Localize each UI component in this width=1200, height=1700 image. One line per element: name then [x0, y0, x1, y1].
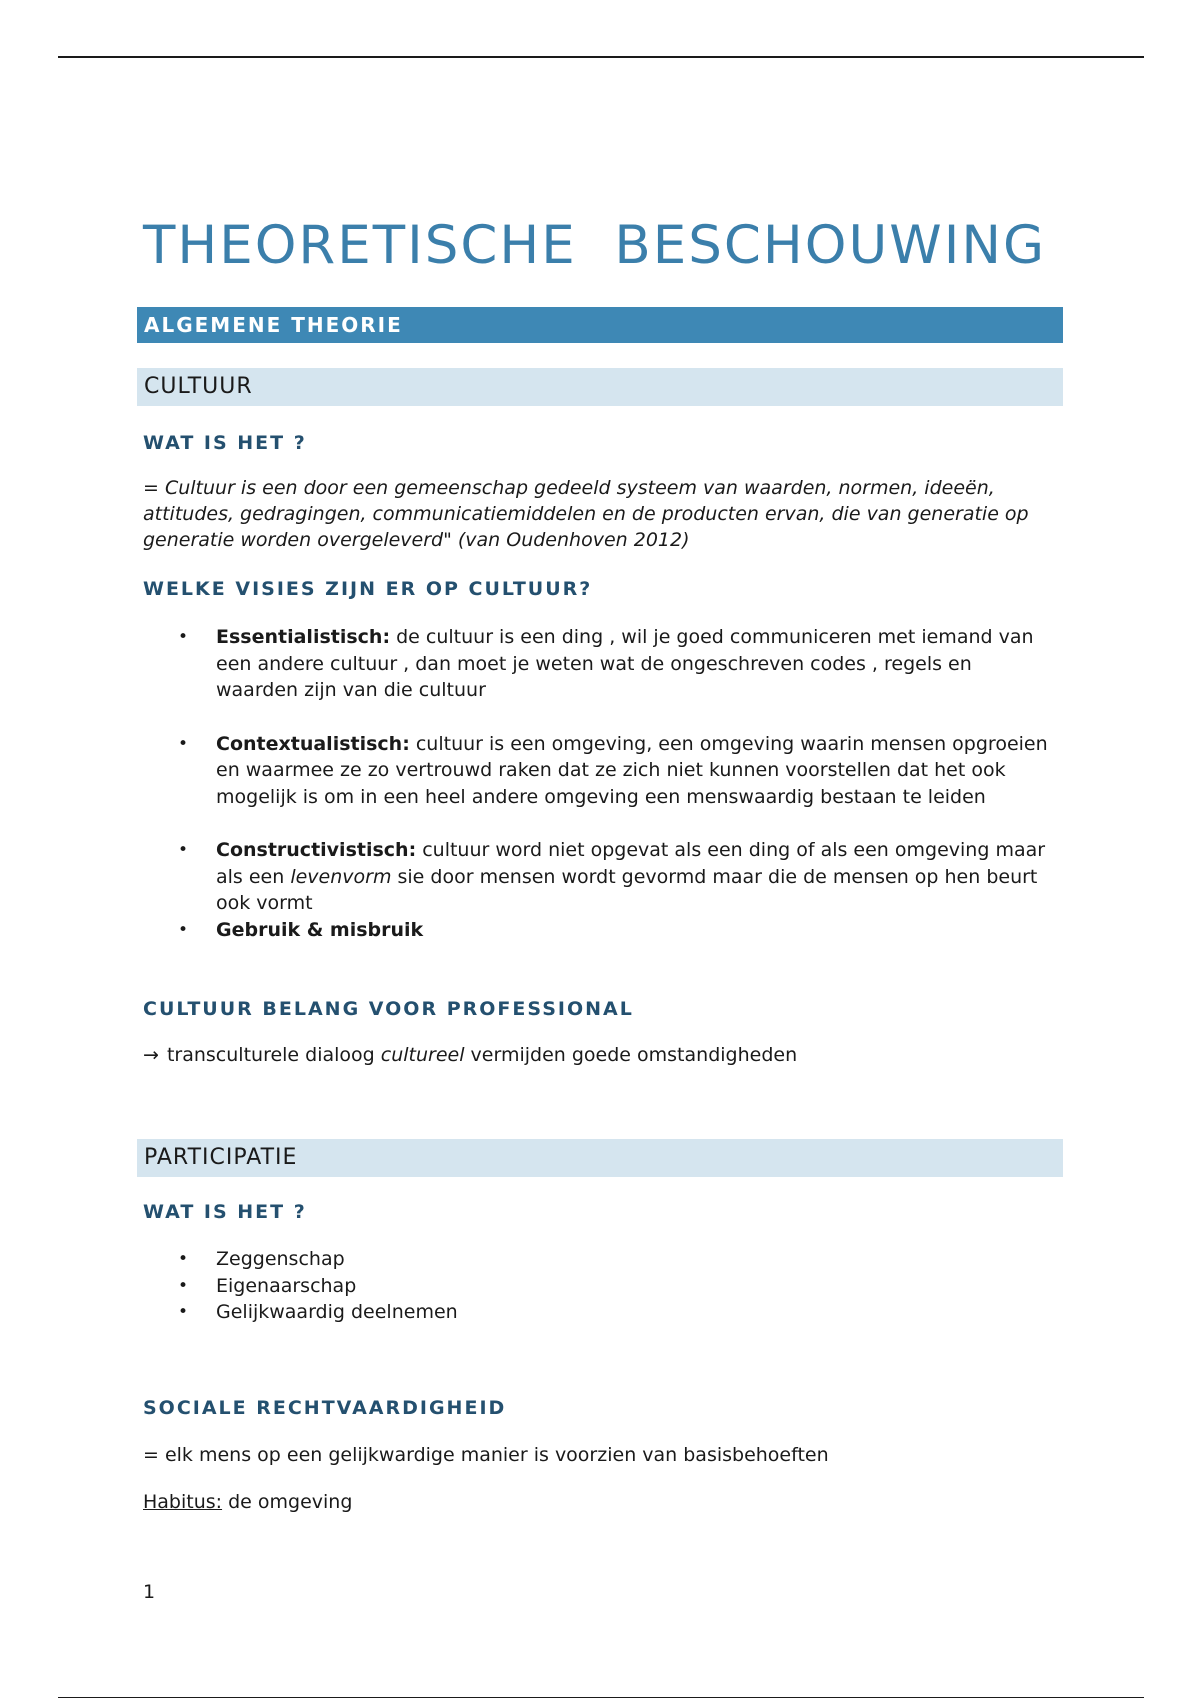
belang-text: vermijden goede omstandigheden: [464, 1044, 798, 1066]
heading-sociale-rechtvaardigheid: SOCIALE RECHTVAARDIGHEID: [143, 1397, 507, 1419]
belang-text: transculturele dialoog: [160, 1044, 381, 1066]
list-item: [178, 731, 1058, 811]
list-item: [178, 624, 1058, 704]
heading-wat-is-het-participatie: WAT IS HET ?: [143, 1201, 307, 1223]
heading-wat-is-het-cultuur: WAT IS HET ?: [143, 432, 307, 454]
page-title: THEORETISCHE BESCHOUWING: [143, 215, 1047, 276]
visie-text: sie door mensen wordt gevormd maar die de mensen op hen beurt ook vormt: [216, 865, 1038, 914]
heading-participatie: PARTICIPATIE: [137, 1139, 1063, 1177]
visie-text: cultuur is een omgeving, een omgeving waarin mensen opgroeien en waarmee ze zo vertrouwd raken dat ze zich niet kunnen voorstellen dat het ook mogelijk is om in een heel andere omgeving een menswaardig bestaan te leiden: [216, 732, 1048, 808]
heading-visies: WELKE VISIES ZIJN ER OP CULTUUR?: [143, 578, 593, 600]
visie-text: cultuur word niet opgevat als een ding of als een omgeving maar als een: [216, 839, 1046, 888]
visie-term: Constructivistisch:: [216, 839, 417, 861]
habitus-term: Habitus:: [143, 1491, 223, 1513]
visie-term: Contextualistisch:: [216, 732, 410, 755]
page-number: 1: [143, 1581, 156, 1603]
visie-term: Gebruik & misbruik: [216, 918, 424, 941]
cultuur-belang-text: [143, 1042, 1063, 1068]
habitus-line: [143, 1489, 1063, 1515]
list-item: • Eigenaarschap: [178, 1273, 1058, 1300]
list-item: • Zeggenschap: [178, 1246, 1058, 1273]
habitus-text: de omgeving: [222, 1491, 353, 1513]
visie-italic: levenvorm: [290, 865, 392, 888]
visie-text: de cultuur is een ding , wil je goed communiceren met iemand van een andere cultuur , dan moet je weten wat de ongeschreven codes , regels en waarden zijn van die cultuur: [216, 626, 1034, 701]
belang-italic: cultureel: [380, 1044, 465, 1066]
section-heading-algemene-theorie: ALGEMENE THEORIE: [137, 307, 1063, 343]
arrow-icon: →: [143, 1044, 159, 1066]
list-item: • Gelijkwaardig deelnemen: [178, 1299, 1058, 1326]
heading-cultuur: CULTUUR: [137, 368, 1063, 406]
list-item: [178, 837, 1058, 917]
sociale-definition: = elk mens op een gelijkwardige manier is voorzien van basisbehoeften: [143, 1444, 829, 1466]
visies-list: [178, 624, 1058, 943]
heading-cultuur-belang: CULTUUR BELANG VOOR PROFESSIONAL: [143, 998, 634, 1020]
header-rule: [58, 56, 1144, 58]
footer-rule: [58, 1697, 1144, 1698]
participatie-list: [178, 1246, 1058, 1326]
list-item: [178, 917, 1058, 944]
cultuur-definition: = Cultuur is een door een gemeenschap gedeeld systeem van waarden, normen, ideeën, attitudes, gedragingen, communicatiemiddelen en de producten ervan, die van generatie op generatie worden overgeleverd" (van Oudenhoven 2012): [143, 477, 1029, 551]
visie-term: Essentialistisch:: [216, 626, 391, 648]
